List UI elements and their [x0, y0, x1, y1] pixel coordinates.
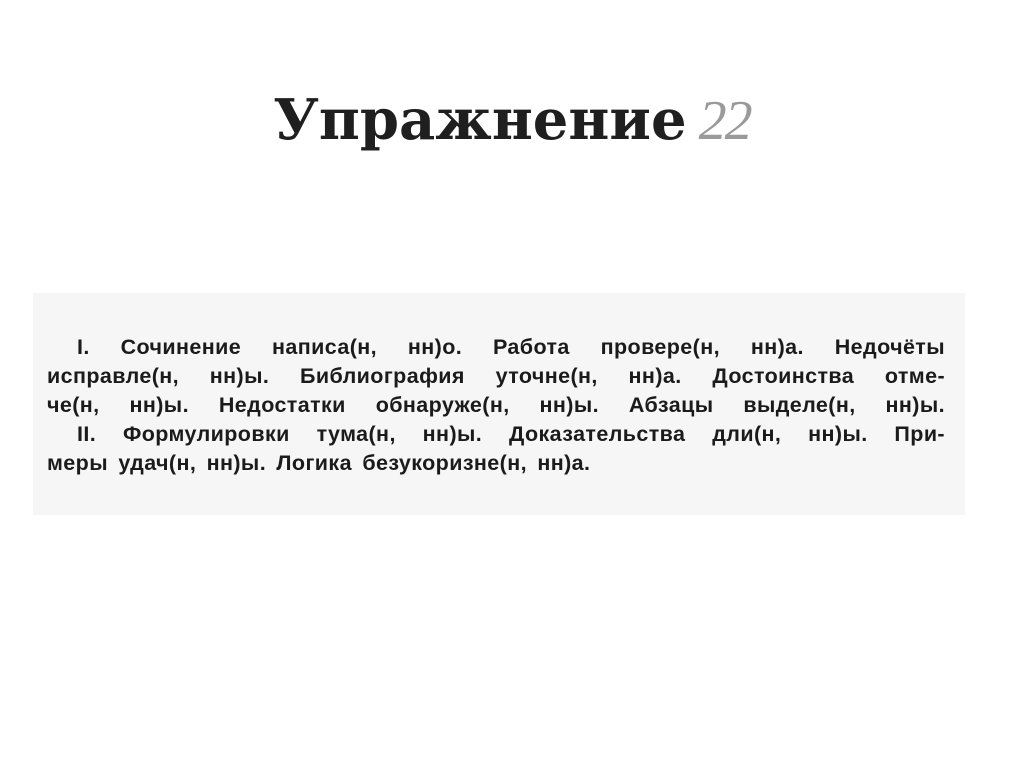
- exercise-line: че(н, нн)ы. Недостатки обнаруже(н, нн)ы. Абзацы выделе(н, нн)ы.: [47, 393, 945, 417]
- exercise-line: исправле(н, нн)ы. Библиография уточне(н, нн)а. Достоинства отме-: [47, 364, 945, 388]
- exercise-line: I. Сочинение написа(н, нн)о. Работа провере(н, нн)а. Недочёты: [77, 335, 945, 359]
- exercise-line: II. Формулировки тума(н, нн)ы. Доказательства дли(н, нн)ы. При-: [77, 422, 945, 446]
- title-text: Упражнение: [273, 86, 687, 153]
- exercise-scan-image: [33, 293, 965, 515]
- title-number: 22: [698, 89, 751, 152]
- slide-title: [0, 86, 1024, 153]
- exercise-line: меры удач(н, нн)ы. Логика безукоризне(н, нн)а.: [47, 451, 591, 475]
